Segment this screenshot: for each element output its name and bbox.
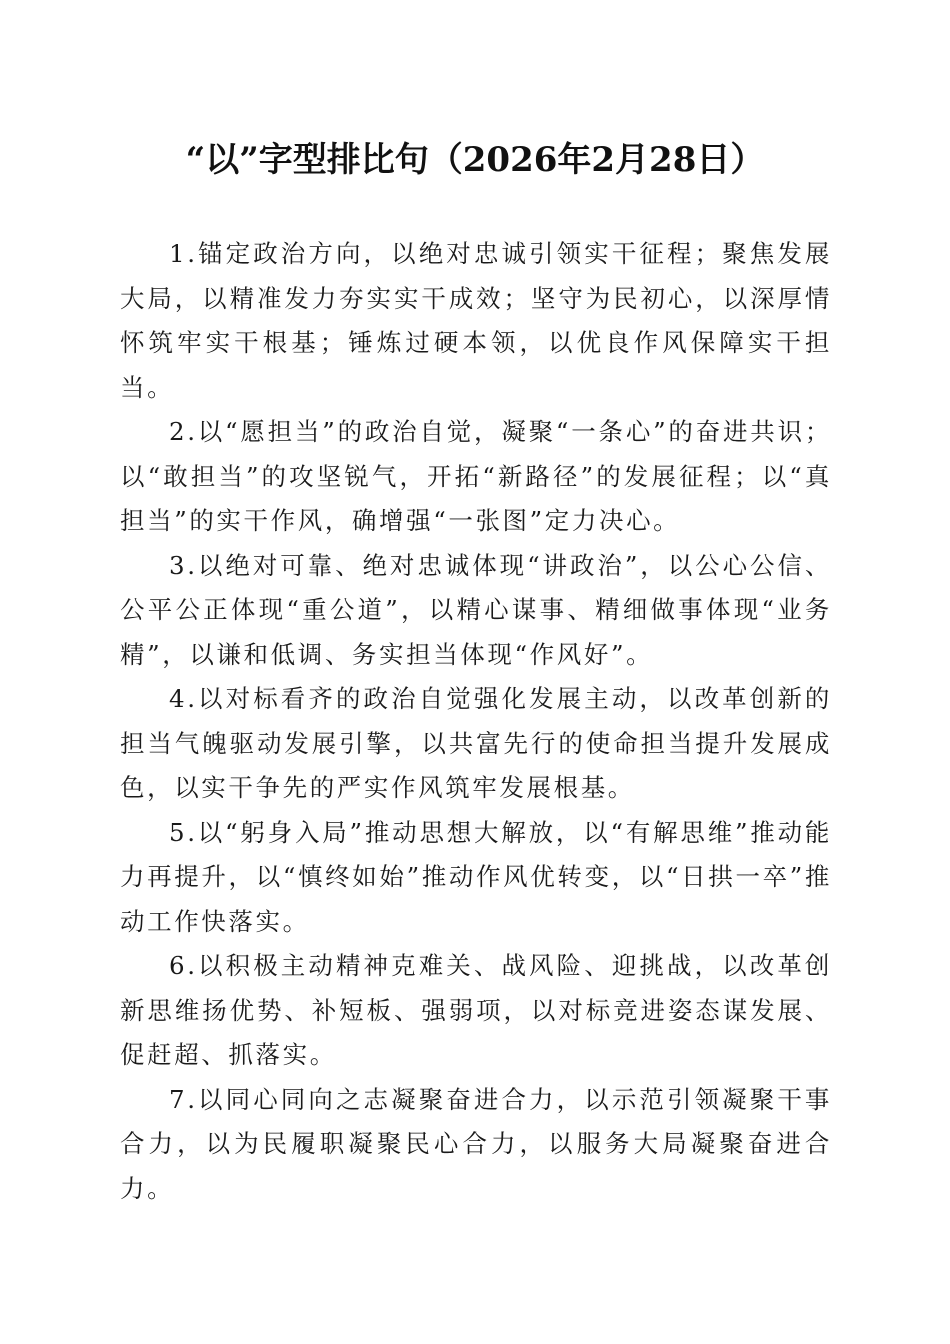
paragraph-6: 6.以积极主动精神克难关、战风险、迎挑战，以改革创新思维扬优势、补短板、强弱项，以对标竞进姿态谋发展、促赶超、抓落实。: [120, 951, 832, 1069]
paragraph-1: 1.锚定政治方向，以绝对忠诚引领实干征程；聚焦发展大局，以精准发力夯实实干成效；坚守为民初心，以深厚情怀筑牢实干根基；锤炼过硬本领，以优良作风保障实干担当。: [120, 239, 832, 402]
document-title: “以”字型排比句（2026年2月28日）: [185, 140, 765, 180]
paragraph-2: 2.以“愿担当”的政治自觉，凝聚“一条心”的奋进共识；以“敢担当”的攻坚锐气，开拓“新路径”的发展征程；以“真担当”的实干作风，确增强“一张图”定力决心。: [120, 417, 832, 535]
paragraph-5: 5.以“躬身入局”推动思想大解放，以“有解思维”推动能力再提升，以“慎终如始”推动作风优转变，以“日拱一卒”推动工作快落实。: [120, 817, 832, 936]
document-body: [120, 232, 832, 1211]
paragraph-4: 4.以对标看齐的政治自觉强化发展主动，以改革创新的担当气魄驱动发展引擎，以共富先行的使命担当提升发展成色，以实干争先的严实作风筑牢发展根基。: [120, 684, 832, 802]
paragraph-7: 7.以同心同向之志凝聚奋进合力，以示范引领凝聚干事合力，以为民履职凝聚民心合力，以服务大局凝聚奋进合力。: [120, 1084, 832, 1203]
paragraph-3: 3.以绝对可靠、绝对忠诚体现“讲政治”，以公心公信、公平公正体现“重公道”，以精心谋事、精细做事体现“业务精”，以谦和低调、务实担当体现“作风好”。: [120, 550, 832, 669]
